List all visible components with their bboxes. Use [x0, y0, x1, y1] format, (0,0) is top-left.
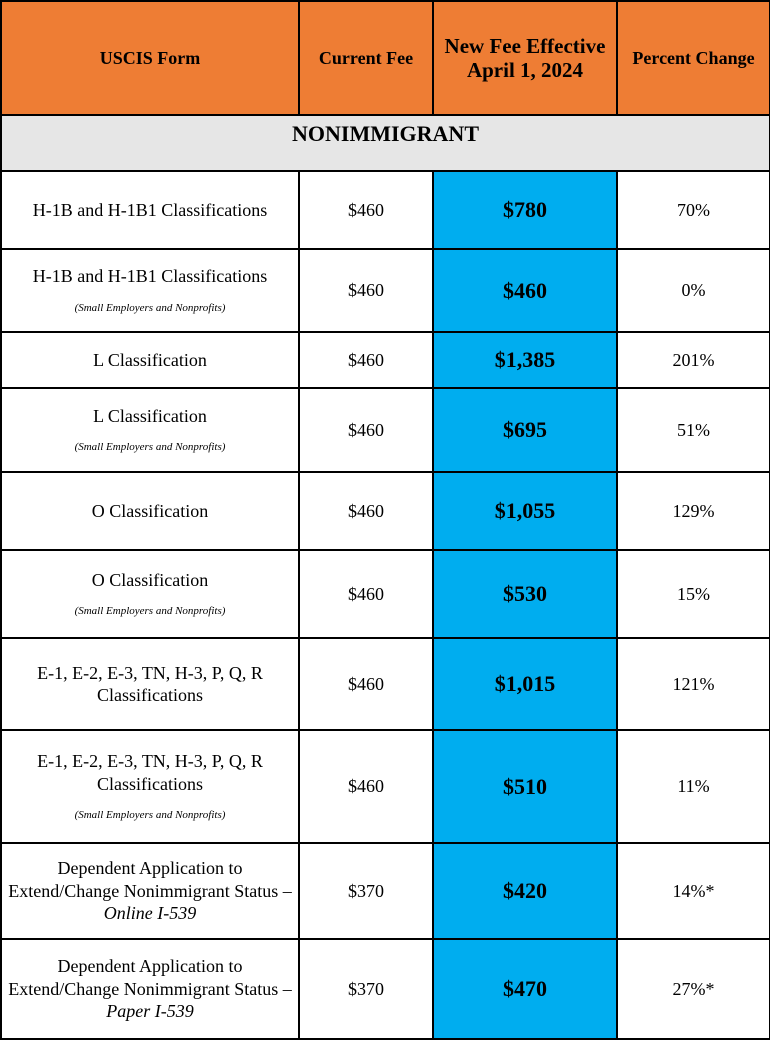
table-row	[1, 472, 770, 550]
form-cell	[1, 472, 299, 550]
form-cell	[1, 249, 299, 332]
form-cell	[1, 939, 299, 1039]
percent-change-cell: 27%*	[617, 939, 770, 1039]
section-row	[1, 115, 770, 171]
header-form: USCIS Form	[1, 1, 299, 115]
header-new-fee	[433, 1, 617, 115]
form-name: O Classification	[91, 569, 209, 590]
header-new-fee-line1: New Fee Effective	[444, 33, 606, 58]
form-name-italic: Online I-539	[103, 903, 197, 924]
form-note: (Small Employers and Nonprofits)	[74, 809, 226, 822]
percent-change-cell: 0%	[617, 249, 770, 332]
percent-change-cell: 14%*	[617, 843, 770, 939]
header-current-fee: Current Fee	[299, 1, 433, 115]
form-name: Dependent Application to Extend/Change Nonimmigrant Status –	[8, 858, 292, 901]
current-fee-cell: $460	[299, 249, 433, 332]
form-note: (Small Employers and Nonprofits)	[74, 301, 226, 314]
new-fee-cell: $1,015	[433, 638, 617, 730]
current-fee-cell: $370	[299, 843, 433, 939]
form-cell	[1, 843, 299, 939]
form-name: H-1B and H-1B1 Classifications	[32, 199, 268, 220]
form-note: (Small Employers and Nonprofits)	[74, 441, 226, 454]
current-fee-cell: $460	[299, 332, 433, 388]
current-fee-cell: $460	[299, 730, 433, 843]
new-fee-cell: $460	[433, 249, 617, 332]
percent-change-cell: 129%	[617, 472, 770, 550]
form-name: L Classification	[93, 405, 207, 426]
form-cell	[1, 550, 299, 638]
form-cell	[1, 332, 299, 388]
new-fee-cell: $510	[433, 730, 617, 843]
table-row	[1, 332, 770, 388]
current-fee-cell: $460	[299, 171, 433, 249]
form-cell	[1, 388, 299, 472]
form-name: H-1B and H-1B1 Classifications	[32, 266, 268, 287]
new-fee-cell: $470	[433, 939, 617, 1039]
form-cell	[1, 730, 299, 843]
form-name: Dependent Application to Extend/Change Nonimmigrant Status –	[8, 956, 292, 999]
header-new-fee-line2: April 1, 2024	[466, 58, 584, 82]
percent-change-cell: 51%	[617, 388, 770, 472]
section-title: NONIMMIGRANT	[1, 115, 770, 171]
current-fee-cell: $460	[299, 550, 433, 638]
new-fee-cell: $780	[433, 171, 617, 249]
current-fee-cell: $460	[299, 388, 433, 472]
table-row	[1, 843, 770, 939]
table-row	[1, 638, 770, 730]
percent-change-cell: 70%	[617, 171, 770, 249]
table-row	[1, 388, 770, 472]
header-percent-change: Percent Change	[617, 1, 770, 115]
current-fee-cell: $460	[299, 472, 433, 550]
table-row	[1, 249, 770, 332]
new-fee-cell: $420	[433, 843, 617, 939]
percent-change-cell: 121%	[617, 638, 770, 730]
table-row	[1, 171, 770, 249]
percent-change-cell: 15%	[617, 550, 770, 638]
new-fee-cell: $1,385	[433, 332, 617, 388]
percent-change-cell: 201%	[617, 332, 770, 388]
form-cell	[1, 638, 299, 730]
header-row	[1, 1, 770, 115]
form-name-italic: Paper I-539	[106, 1001, 194, 1022]
current-fee-cell: $460	[299, 638, 433, 730]
new-fee-cell: $530	[433, 550, 617, 638]
current-fee-cell: $370	[299, 939, 433, 1039]
table-row	[1, 939, 770, 1039]
form-name: L Classification	[93, 349, 207, 370]
new-fee-cell: $1,055	[433, 472, 617, 550]
table-row	[1, 550, 770, 638]
form-note: (Small Employers and Nonprofits)	[74, 605, 226, 618]
form-name: E-1, E-2, E-3, TN, H-3, P, Q, R Classifications	[37, 662, 263, 705]
new-fee-cell: $695	[433, 388, 617, 472]
form-cell	[1, 171, 299, 249]
percent-change-cell: 11%	[617, 730, 770, 843]
form-name: E-1, E-2, E-3, TN, H-3, P, Q, R Classifications	[37, 751, 263, 794]
table-row	[1, 730, 770, 843]
form-name: O Classification	[91, 500, 209, 521]
